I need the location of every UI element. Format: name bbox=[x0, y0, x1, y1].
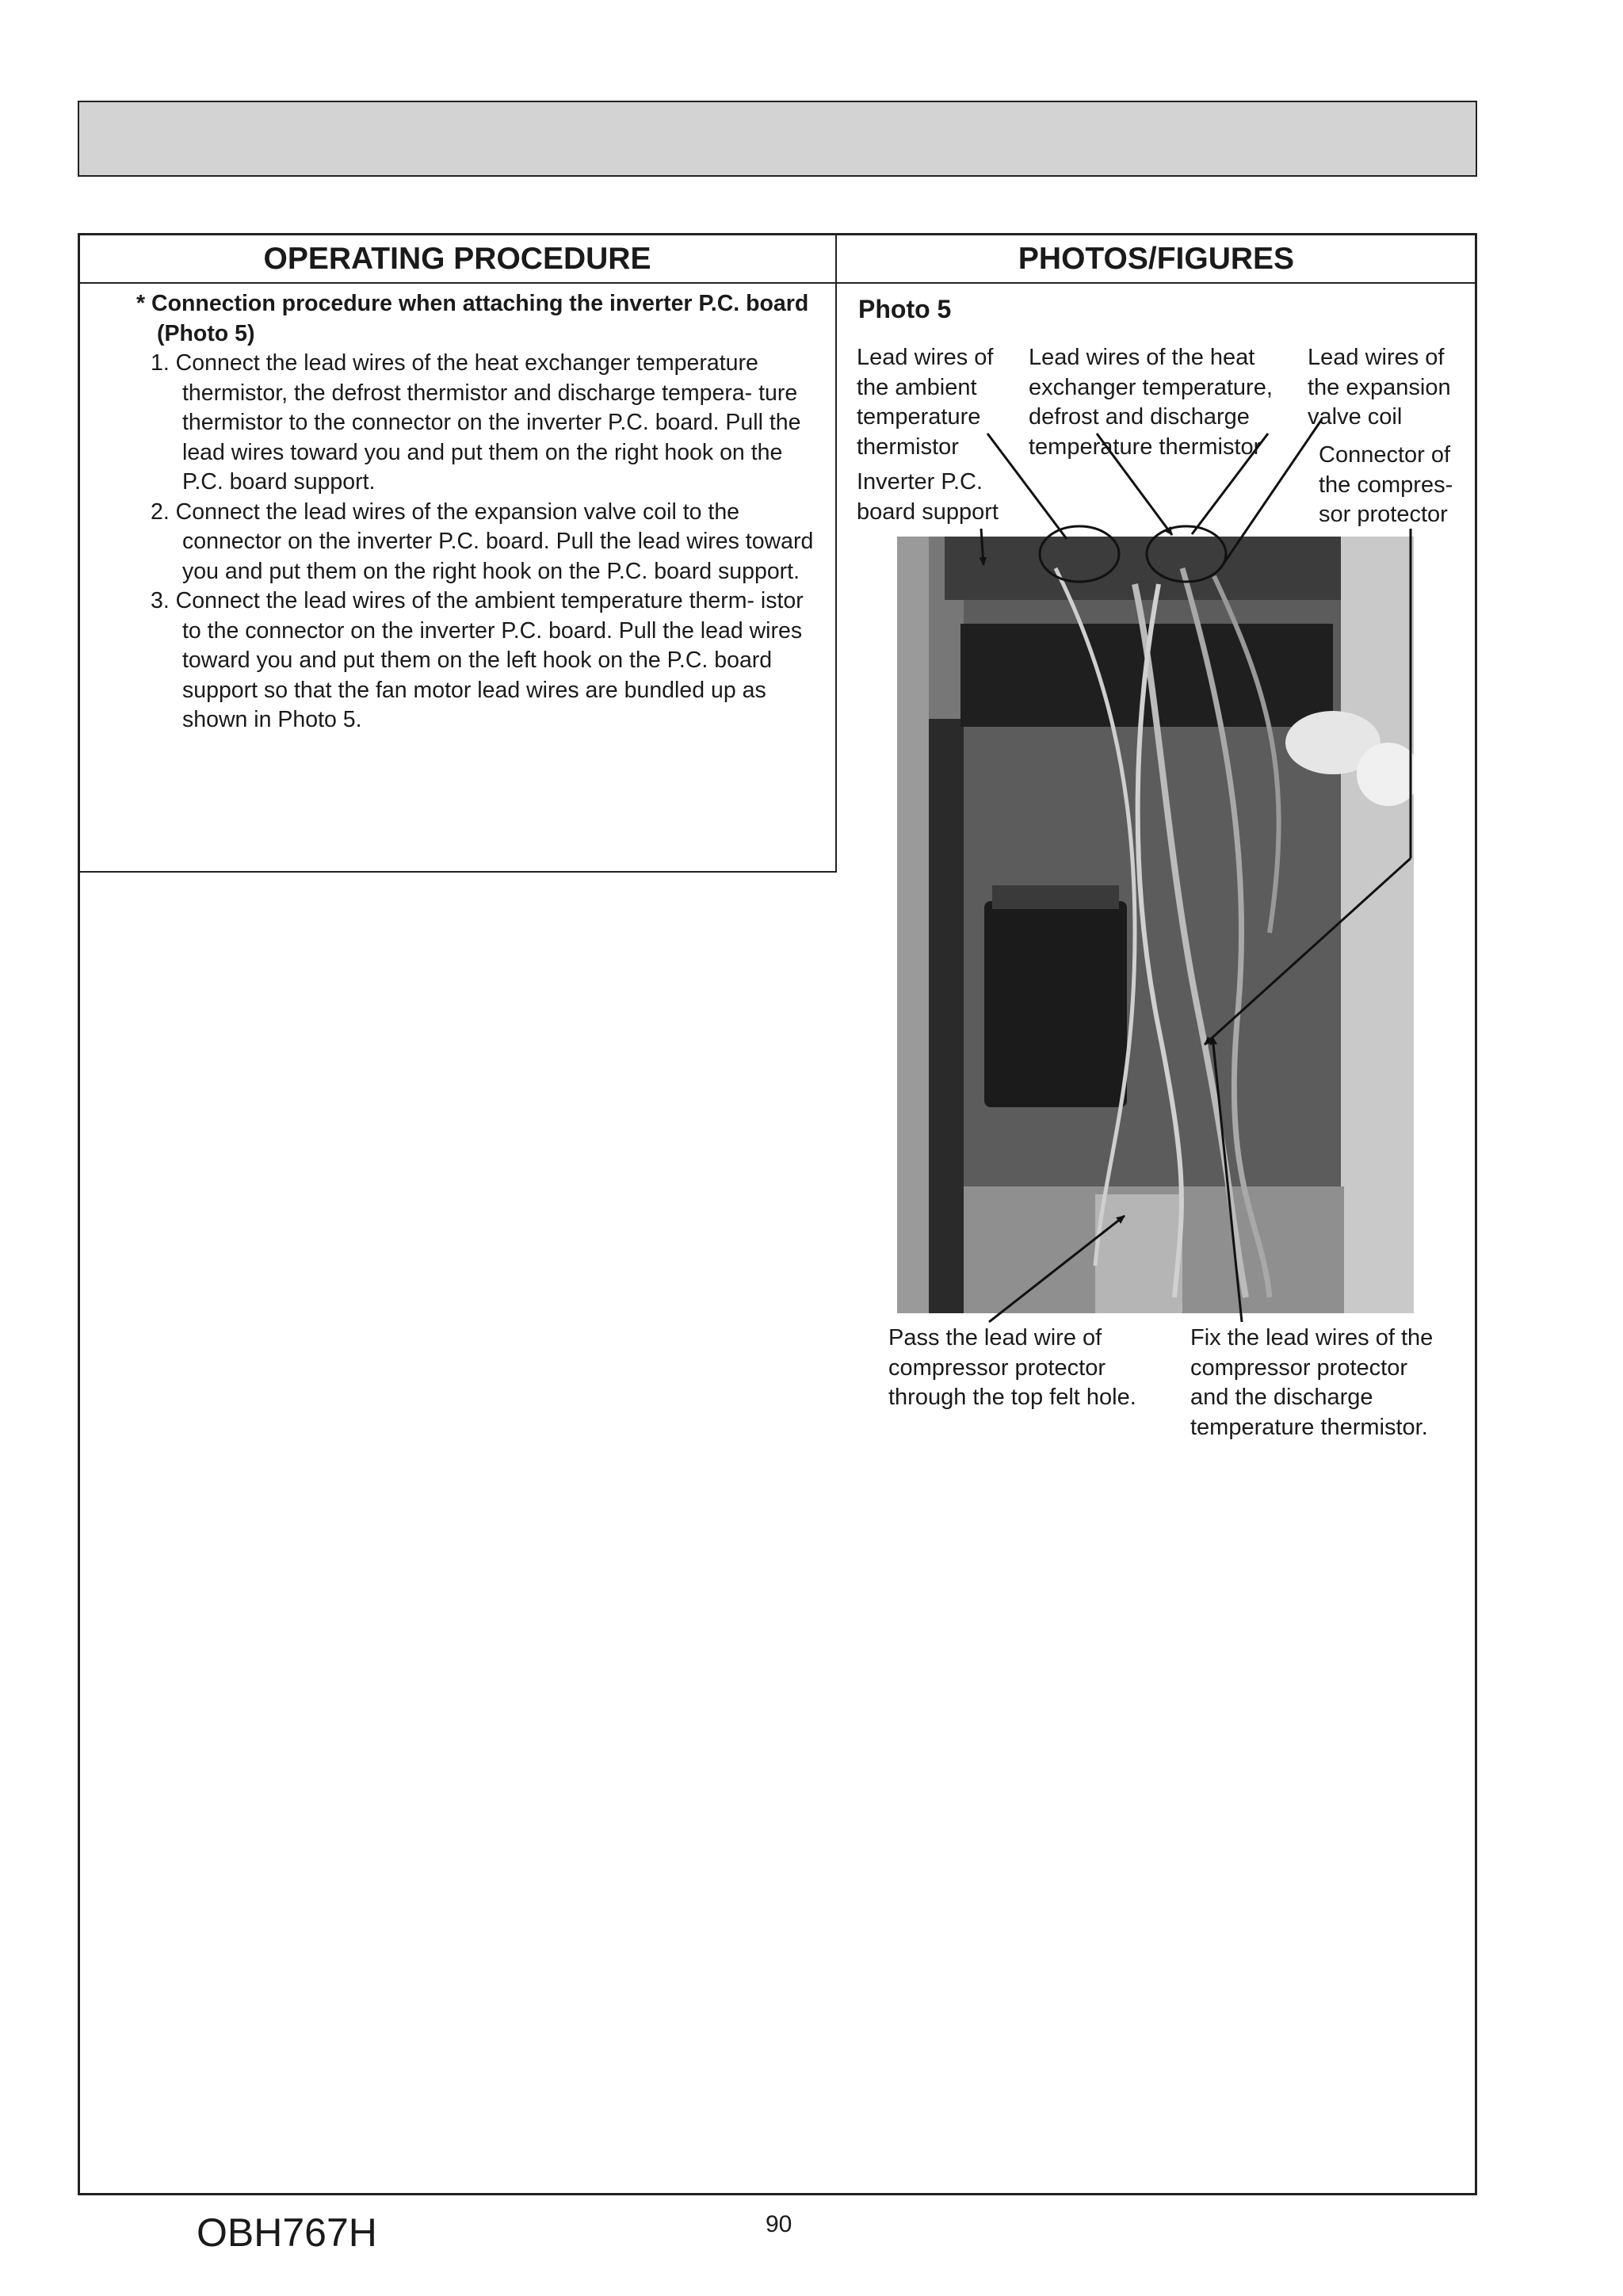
procedure-step-2: 2. Connect the lead wires of the expansion valve coil to the connector on the inverter P.C. board. Pull the lead wires toward you and put them on the right hook on the P.C. board support. bbox=[151, 499, 814, 584]
callout-felt-hole: Pass the lead wire of compressor protector through the top felt hole. bbox=[888, 1325, 1136, 1410]
procedure-title: * Connection procedure when attaching the inverter P.C. board (Photo 5) bbox=[136, 291, 809, 346]
callout-board-support: Inverter P.C. board support bbox=[857, 469, 999, 525]
callout-compressor-protector-connector: Connector of the compres- sor protector bbox=[1319, 442, 1453, 527]
page-number: 90 bbox=[766, 2211, 792, 2237]
model-code: OBH767H bbox=[197, 2210, 377, 2255]
procedure-step-1: 1. Connect the lead wires of the heat exchanger temperature thermistor, the defrost thermistor and discharge tempera- ture thermistor to the connector on the inverter P.C. board. Pull the lead wires toward you and put them on the right hook on the P.C. board support. bbox=[151, 350, 801, 495]
photos-figures-heading: PHOTOS/FIGURES bbox=[1018, 242, 1295, 276]
photo-title: Photo 5 bbox=[858, 295, 952, 323]
procedure-step-3: 3. Connect the lead wires of the ambient temperature therm- istor to the connector on the inverter P.C. board. Pull the lead wires toward you and put them on the left hook on the P.C. board support so that the fan motor lead wires are bundled up as shown in Photo 5. bbox=[151, 588, 804, 732]
callout-expansion-valve-coil: Lead wires of the expansion valve coil bbox=[1308, 345, 1451, 430]
callout-ambient-thermistor: Lead wires of the ambient temperature thermistor bbox=[857, 345, 994, 460]
operating-procedure-heading: OPERATING PROCEDURE bbox=[263, 242, 651, 276]
callout-heat-exchanger-thermistor: Lead wires of the heat exchanger temperature, defrost and discharge temperature thermistor bbox=[1029, 345, 1273, 460]
callout-fix-lead-wires: Fix the lead wires of the compressor protector and the discharge temperature thermistor. bbox=[1190, 1325, 1434, 1440]
